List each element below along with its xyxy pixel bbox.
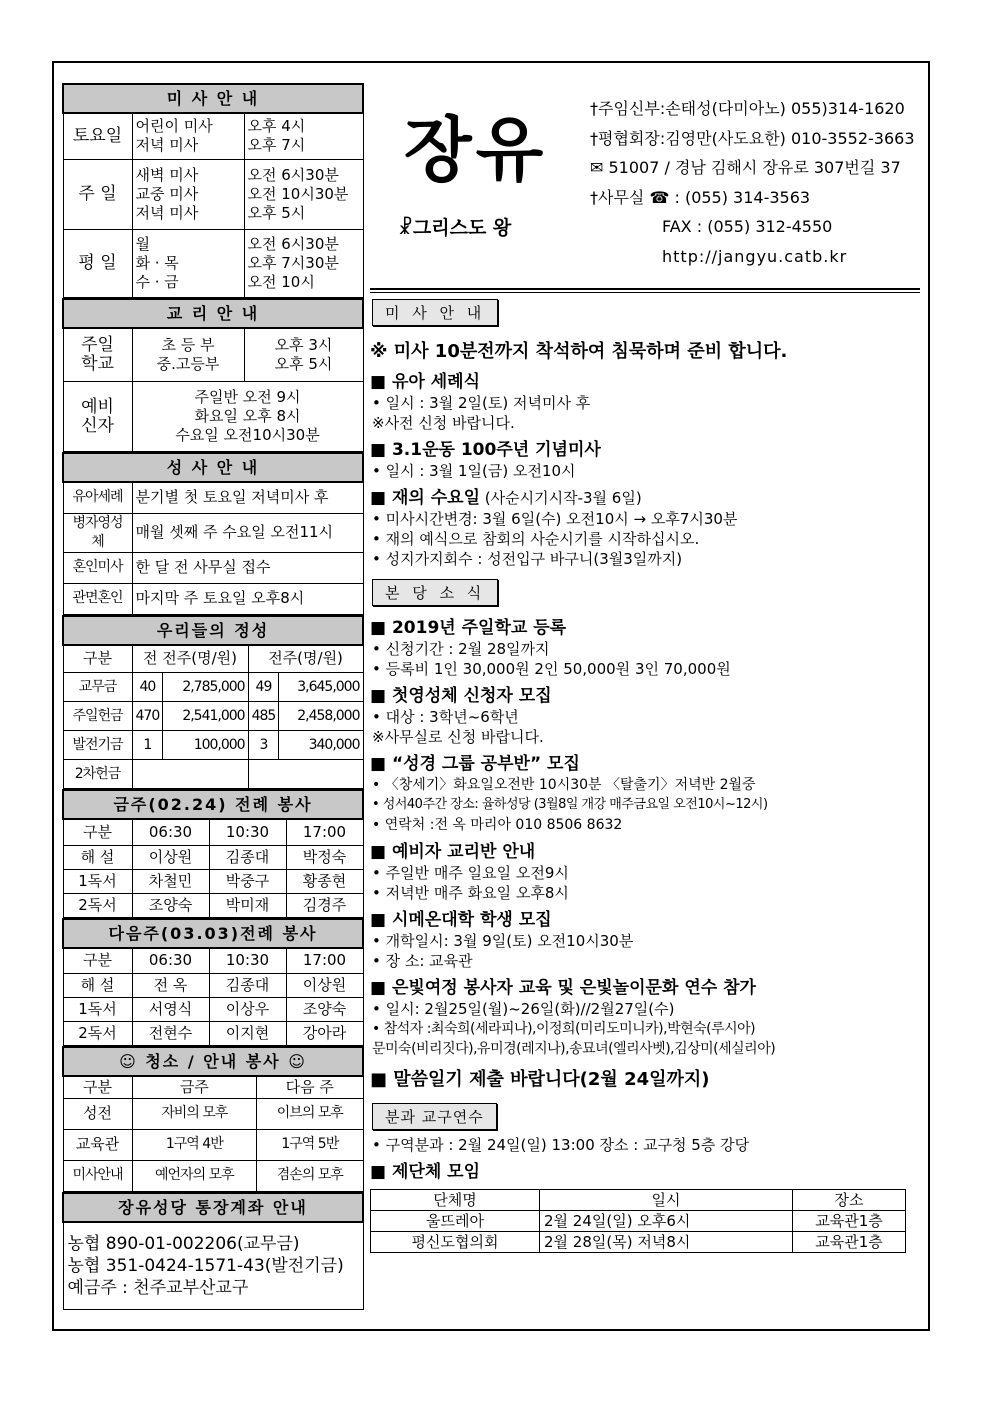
cleaning-title: ☺ 청소 / 안내 봉사 ☺ [63, 1047, 363, 1076]
service-header: 17:00 [286, 948, 363, 974]
offering-cell: 470 [132, 702, 163, 731]
section-line: • 저녁반 매주 화요일 오후8시 [372, 884, 569, 902]
service-person: 전 옥 [132, 974, 209, 998]
section-line: • 참석자 :최숙희(세라피나),이정희(미리도미니카),박현숙(루시아) [372, 1021, 756, 1037]
offering-key: 발전기금 [63, 731, 132, 760]
section-line: • 개학일시: 3월 9일(토) 오전10시30분 [372, 932, 634, 950]
service-header: 구분 [63, 948, 132, 974]
sat-names: 어린이 미사 저녁 미사 [132, 113, 244, 159]
weekday-times: 오전 6시30분 오후 7시30분 오전 10시 [244, 229, 363, 297]
service-person: 이상원 [132, 845, 209, 869]
service-role: 1독서 [63, 869, 132, 893]
section-line: • 주일반 매주 일요일 오전9시 [372, 864, 569, 882]
sacrament-value: 매월 셋째 주 수요일 오전11시 [132, 513, 363, 552]
section-line: ※사무실로 신청 바랍니다. [372, 728, 544, 746]
offering-cell: 340,000 [279, 731, 363, 760]
sacrament-value: 마지막 주 토요일 오후8시 [132, 583, 363, 614]
council-line: †평협회장:김영만(사도요한) 010-3552-3663 [590, 128, 915, 148]
offering-cell [132, 760, 248, 789]
section-tag-mass: 미 사 안 내 [372, 299, 498, 326]
doctrine-title: 교 리 안 내 [63, 299, 363, 328]
section-line: • 장 소: 교육관 [372, 952, 473, 970]
offering-cell: 2,458,000 [279, 702, 363, 731]
mass-schedule-table [62, 83, 364, 298]
service-header: 10:30 [209, 948, 286, 974]
service-person: 박미재 [209, 893, 286, 917]
this-week-service-table [62, 789, 364, 918]
service-person: 강아라 [286, 1022, 363, 1046]
offering-header: 구분 [63, 645, 132, 673]
sacrament-value: 한 달 전 사무실 접수 [132, 552, 363, 583]
cleaning-group: 이브의 모후 [257, 1098, 363, 1129]
service-role: 해 설 [63, 845, 132, 869]
service-person: 김종대 [209, 974, 286, 998]
sacrament-value: 분기별 첫 토요일 저녁미사 후 [132, 482, 363, 513]
group-place: 교육관1층 [793, 1232, 906, 1253]
weekday-names: 월 화 · 목 수 · 금 [132, 229, 244, 297]
section-line: • 〈창세기〉화요일오전반 10시30분 〈탈출기〉저녁반 2월중 [372, 777, 756, 793]
section-line: • 성서40주간 장소: 율하성당 (3월8일 개강 매주금요일 오전10시~12시) [372, 797, 768, 812]
offering-cell: 100,000 [163, 731, 248, 760]
section-heading: ■ 첫영성체 신청자 모집 [370, 686, 552, 706]
cleaning-header: 다음 주 [257, 1076, 363, 1098]
header-divider [370, 288, 920, 290]
parish-motto: ☧그리스도 왕 [398, 217, 512, 239]
header-divider-thin [370, 292, 920, 293]
sacrament-table [62, 452, 364, 615]
mass-title: 미 사 안 내 [63, 84, 363, 113]
sacrament-key: 관면혼인 [63, 583, 132, 614]
section-line: • 일시: 2월25일(월)~26일(화)//2월27일(수) [372, 1000, 675, 1018]
offering-cell: 3 [248, 731, 279, 760]
account-table [62, 1192, 364, 1311]
offering-table [62, 615, 364, 790]
cleaning-group: 예언자의 모후 [132, 1160, 257, 1191]
pastor-line: †주임신부:손태성(다미아노) 055)314-1620 [590, 99, 905, 118]
service-role: 2독서 [63, 1022, 132, 1046]
section-heading: ■ 시메온대학 학생 모집 [370, 910, 552, 930]
groups-meeting-table [370, 1189, 906, 1253]
section-line: • 성지가지회수 : 성전입구 바구니(3월3일까지) [372, 550, 683, 568]
weekday-label: 평 일 [63, 229, 132, 297]
cleaning-table [62, 1046, 364, 1192]
sun-times: 오전 6시30분 오전 10시30분 오후 5시 [244, 159, 363, 229]
school-times: 오후 3시 오후 5시 [244, 328, 363, 382]
sun-label: 주 일 [63, 159, 132, 229]
sacrament-key: 혼인미사 [63, 552, 132, 583]
section-line: ※사전 신청 바랍니다. [372, 414, 515, 432]
cleaning-group: 1구역 4반 [132, 1129, 257, 1160]
sat-times: 오후 4시 오후 7시 [244, 113, 363, 159]
section-line: • 연락처 :전 옥 마리아 010 8506 8632 [372, 817, 623, 833]
section-line: • 등록비 1인 30,000원 2인 50,000원 3인 70,000원 [372, 660, 731, 678]
section-heading: ■ 재의 수요일 (사순시기시작-3월 6일) [370, 488, 642, 508]
service-person: 이지현 [209, 1022, 286, 1046]
cleaning-group: 1구역 5반 [257, 1129, 363, 1160]
offering-cell: 1 [132, 731, 163, 760]
section-heading: ■ 은빛여정 봉사자 교육 및 은빛놀이문화 연수 참가 [370, 978, 756, 998]
address-line: ✉ 51007 / 경남 김해시 장유로 307번길 37 [590, 158, 901, 177]
school-names: 초 등 부 중.고등부 [132, 328, 244, 382]
offering-cell: 2,541,000 [163, 702, 248, 731]
sacrament-key: 병자영성체 [63, 513, 132, 552]
school-label: 주일 학교 [63, 328, 132, 382]
sun-names: 새벽 미사 교중 미사 저녁 미사 [132, 159, 244, 229]
groups-header: 장소 [793, 1190, 906, 1211]
section-heading: ■ 2019년 주일학교 등록 [370, 618, 567, 638]
service-person: 박중구 [209, 869, 286, 893]
offering-key: 교무금 [63, 673, 132, 702]
offering-cell: 49 [248, 673, 279, 702]
parish-logo-title: 장유 [404, 109, 548, 191]
service-person: 황종현 [286, 869, 363, 893]
section-line: • 일시 : 3월 1일(금) 오전10시 [372, 462, 576, 480]
groups-header: 일시 [540, 1190, 793, 1211]
section-tag-training: 분과 교구연수 [372, 1103, 497, 1130]
cleaning-area: 미사안내 [63, 1160, 132, 1191]
service-header: 구분 [63, 819, 132, 845]
service-header: 06:30 [132, 948, 209, 974]
groups-header: 단체명 [371, 1190, 540, 1211]
section-heading: ■ “성경 그룹 공부반” 모집 [370, 754, 580, 774]
service-person: 김종대 [209, 845, 286, 869]
offering-cell: 485 [248, 702, 279, 731]
service-person: 박정숙 [286, 845, 363, 869]
section-line: 문미숙(비리짓다),유미경(레지나),송묘녀(엘리사벳),김상미(세실리아) [372, 1041, 776, 1057]
service-person: 조양숙 [132, 893, 209, 917]
section-tag-news: 본 당 소 식 [372, 579, 498, 606]
sacrament-key: 유아세례 [63, 482, 132, 513]
section-heading: ■ 제단체 모임 [370, 1162, 481, 1182]
this-week-title: 금주(02.24) 전례 봉사 [63, 790, 363, 819]
service-person: 전현수 [132, 1022, 209, 1046]
service-person: 차철민 [132, 869, 209, 893]
account-title: 장유성당 통장계좌 안내 [63, 1193, 363, 1222]
section-heading: ■ 말씀일기 제출 바랍니다(2월 24일까지) [370, 1069, 710, 1090]
service-person: 이상원 [286, 974, 363, 998]
cleaning-group: 자비의 모후 [132, 1098, 257, 1129]
cleaning-header: 구분 [63, 1076, 132, 1098]
service-person: 조양숙 [286, 998, 363, 1022]
offering-cell: 3,645,000 [279, 673, 363, 702]
catechumen-lines: 주일반 오전 9시 화요일 오후 8시 수요일 오전10시30분 [132, 382, 363, 452]
left-column [62, 83, 364, 1310]
sacrament-title: 성 사 안 내 [63, 453, 363, 482]
offering-key: 2차헌금 [63, 760, 132, 789]
offering-title: 우리들의 정성 [63, 616, 363, 645]
service-role: 2독서 [63, 893, 132, 917]
service-role: 해 설 [63, 974, 132, 998]
next-week-title: 다음주(03.03)전례 봉사 [63, 919, 363, 948]
section-line: • 재의 예식으로 참회의 사순시기를 시작하십시오. [372, 530, 700, 548]
offering-key: 주일헌금 [63, 702, 132, 731]
offering-cell [248, 760, 363, 789]
service-header: 10:30 [209, 819, 286, 845]
sat-label: 토요일 [63, 113, 132, 159]
main-content [370, 297, 920, 1253]
cleaning-header: 금주 [132, 1076, 257, 1098]
group-place: 교육관1층 [793, 1211, 906, 1232]
fax-line: FAX : (055) 312-4550 [662, 217, 833, 236]
section-heading: ■ 3.1운동 100주년 기념미사 [370, 440, 601, 460]
doctrine-table [62, 298, 364, 453]
group-name: 울뜨레아 [371, 1211, 540, 1232]
section-line: • 신청기간 : 2월 28일까지 [372, 640, 550, 658]
catechumen-label: 예비 신자 [63, 382, 132, 452]
group-date: 2월 24일(일) 오후6시 [540, 1211, 793, 1232]
offering-cell: 2,785,000 [163, 673, 248, 702]
section-heading: ■ 예비자 교리반 안내 [370, 842, 536, 862]
service-person: 서영식 [132, 998, 209, 1022]
office-phone-line: †사무실 ☎ : (055) 314-3563 [590, 187, 811, 207]
group-date: 2월 28일(목) 저녁8시 [540, 1232, 793, 1253]
service-person: 이상우 [209, 998, 286, 1022]
cleaning-area: 교육관 [63, 1129, 132, 1160]
website-link[interactable]: http://jangyu.catb.kr [662, 246, 848, 266]
section-line: • 대상 : 3학년~6학년 [372, 708, 519, 726]
offering-header: 전주(명/원) [248, 645, 363, 673]
section-line: • 구역분과 : 2월 24일(일) 13:00 장소 : 교구청 5층 강당 [372, 1136, 750, 1154]
service-role: 1독서 [63, 998, 132, 1022]
group-name: 평신도협의회 [371, 1232, 540, 1253]
service-header: 06:30 [132, 819, 209, 845]
account-lines: 농협 890-01-002206(교무금) 농협 351-0424-1571-43(발전기금) 예금주 : 천주교부산교구 [63, 1222, 363, 1310]
cleaning-area: 성전 [63, 1098, 132, 1129]
next-week-service-table [62, 918, 364, 1047]
section-line: • 일시 : 3월 2일(토) 저녁미사 후 [372, 394, 591, 412]
service-person: 김경주 [286, 893, 363, 917]
mass-notice: ※ 미사 10분전까지 착석하여 침묵하며 준비 합니다. [370, 341, 788, 362]
service-header: 17:00 [286, 819, 363, 845]
offering-cell: 40 [132, 673, 163, 702]
contact-info [590, 94, 915, 271]
section-line: • 미사시간변경: 3월 6일(수) 오전10시 → 오후7시30분 [372, 510, 738, 528]
cleaning-group: 겸손의 모후 [257, 1160, 363, 1191]
section-heading: ■ 유아 세례식 [370, 372, 481, 392]
offering-header: 전 전주(명/원) [132, 645, 248, 673]
